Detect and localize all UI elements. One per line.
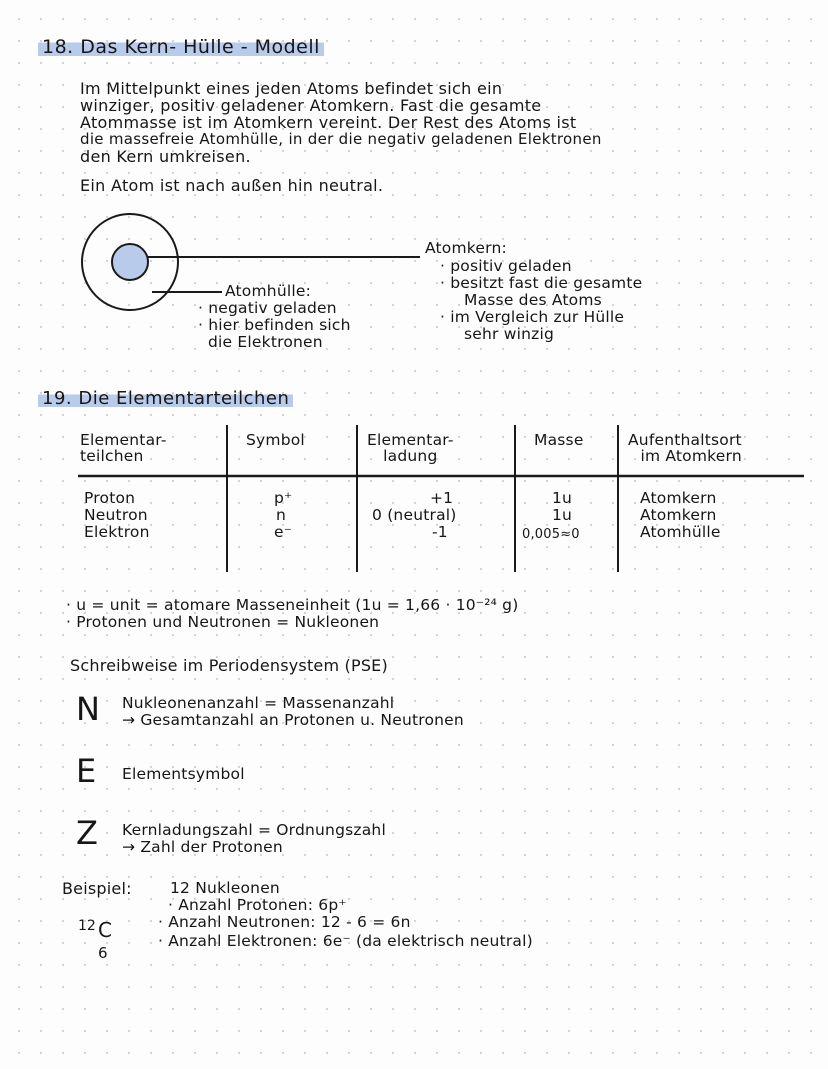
table-header-charge: Elementar- ladung xyxy=(367,431,454,465)
table-row-3-mass: 0,005≈0 xyxy=(522,527,580,542)
pse-letter-z: Z xyxy=(76,814,98,852)
example-mass-number: 12 xyxy=(78,918,96,934)
pse-letter-n: N xyxy=(76,690,100,728)
table-row-2-particle: Neutron xyxy=(84,506,148,524)
table-header-mass: Masse xyxy=(534,431,584,449)
atomkern-point-2: · besitzt fast die gesamte xyxy=(440,274,643,292)
table-header-particle: Elementar- teilchen xyxy=(80,431,167,465)
paragraph-line-1: Im Mittelpunkt eines jeden Atoms befindet sich ein xyxy=(80,79,503,98)
table-row-1-mass: 1u xyxy=(552,489,573,507)
paragraph-line-2: winziger, positiv geladener Atomkern. Fast die gesamte xyxy=(80,96,542,115)
table-row-2-location: Atomkern xyxy=(640,506,717,524)
atom-nucleus-circle xyxy=(112,244,148,280)
section-19-title: 19. Die Elementarteilchen xyxy=(38,388,293,409)
table-row-3-charge: -1 xyxy=(432,523,448,541)
example-element-symbol: C xyxy=(98,918,112,942)
table-row-1-charge: +1 xyxy=(430,489,454,507)
paragraph-line-3: Atommasse ist im Atomkern vereint. Der Rest des Atoms ist xyxy=(80,113,577,132)
atomkern-label: Atomkern: xyxy=(425,239,507,257)
section-18-title: 18. Das Kern- Hülle - Modell xyxy=(38,36,324,58)
atomkern-point-3: Masse des Atoms xyxy=(464,291,602,309)
table-row-1-location: Atomkern xyxy=(640,489,717,507)
pse-letter-e: E xyxy=(76,752,97,790)
paragraph-line-4: die massefreie Atomhülle, in der die negativ geladenen Elektronen xyxy=(80,130,602,148)
table-row-2-charge: 0 (neutral) xyxy=(372,506,457,524)
example-line-3: · Anzahl Elektronen: 6e⁻ (da elektrisch neutral) xyxy=(158,932,533,950)
note-nucleons: · Protonen und Neutronen = Nukleonen xyxy=(66,613,380,631)
pse-e-line-1: Elementsymbol xyxy=(122,765,245,783)
atomkern-point-1: · positiv geladen xyxy=(440,257,572,275)
table-row-1-symbol: p⁺ xyxy=(274,489,293,507)
table-row-2-mass: 1u xyxy=(552,506,573,524)
atomkern-point-5: sehr winzig xyxy=(464,325,555,343)
atomhuelle-point-1: · negativ geladen xyxy=(198,299,337,317)
atomhuelle-point-3: die Elektronen xyxy=(208,333,323,351)
table-row-3-particle: Elektron xyxy=(84,523,150,541)
pse-n-line-1: Nukleonenanzahl = Massenanzahl xyxy=(122,694,395,712)
example-line-1: · Anzahl Protonen: 6p⁺ xyxy=(168,896,347,914)
neutral-statement: Ein Atom ist nach außen hin neutral. xyxy=(80,176,384,195)
table-row-2-symbol: n xyxy=(276,506,287,524)
pse-z-line-1: Kernladungszahl = Ordnungszahl xyxy=(122,821,386,839)
table-header-location: Aufenthaltsort im Atomkern xyxy=(628,431,742,465)
example-atomic-number: 6 xyxy=(98,944,108,962)
table-header-symbol: Symbol xyxy=(246,431,305,449)
example-nucleons: 12 Nukleonen xyxy=(170,879,280,897)
paragraph-line-5: den Kern umkreisen. xyxy=(80,147,251,166)
example-label: Beispiel: xyxy=(62,879,132,898)
atomhuelle-point-2: · hier befinden sich xyxy=(198,316,351,334)
atomhuelle-label: Atomhülle: xyxy=(225,282,312,300)
table-row-3-symbol: e⁻ xyxy=(274,523,293,541)
example-line-2: · Anzahl Neutronen: 12 - 6 = 6n xyxy=(158,913,411,931)
table-row-3-location: Atomhülle xyxy=(640,523,721,541)
table-row-1-particle: Proton xyxy=(84,489,136,507)
pse-z-line-2: → Zahl der Protonen xyxy=(122,838,283,856)
pse-title: Schreibweise im Periodensystem (PSE) xyxy=(70,656,388,675)
pse-n-line-2: → Gesamtanzahl an Protonen u. Neutronen xyxy=(122,711,464,729)
note-unit: · u = unit = atomare Masseneinheit (1u = 1,66 · 10⁻²⁴ g) xyxy=(66,596,519,614)
atomkern-point-4: · im Vergleich zur Hülle xyxy=(440,308,625,326)
